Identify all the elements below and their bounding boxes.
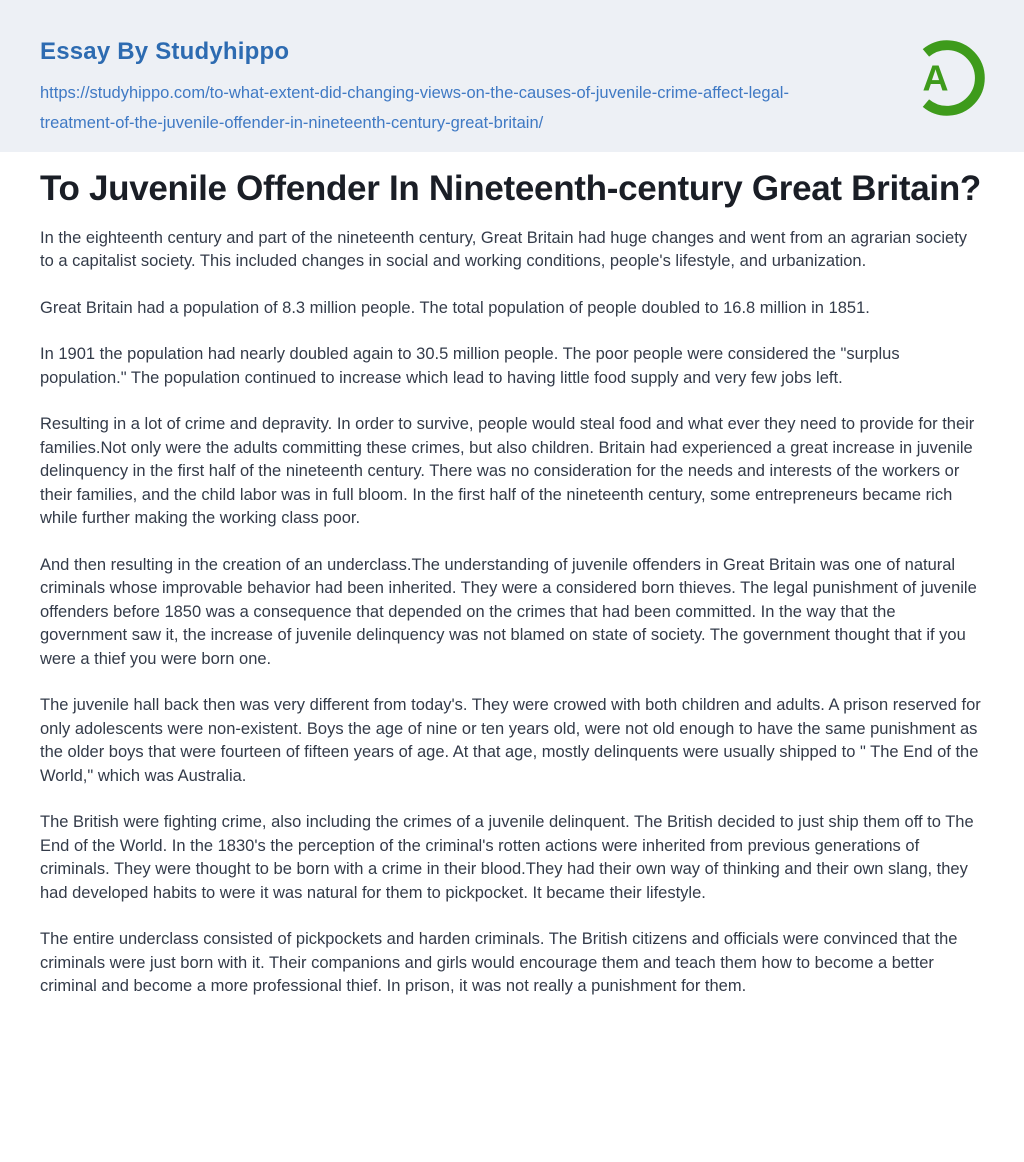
logo-arc-icon <box>906 32 988 124</box>
paragraph: The British were fighting crime, also including the crimes of a juvenile delinquent. The British decided to just ship them off to The End of the World. In the 1830's the perception of the criminal's rotten actions were inherited from previous generations of criminals. They were thought to be born with a crime in their blood.They had their own way of thinking and their own slang, they had developed habits to were it was natural for them to pickpocket. It became their lifestyle. <box>40 813 974 902</box>
paragraph: Great Britain had a population of 8.3 million people. The total population of people doubled to 16.8 million in 1851. <box>40 298 870 317</box>
paragraph: The juvenile hall back then was very different from today's. They were crowed with both children and adults. A prison reserved for only adolescents were non-existent. Boys the age of nine or ten years old, were not old enough to have the same punishment as the older boys that were fourteen of fifteen years of age. At that age, mostly delinquents were usually shipped to " The End of the World," which was Australia. <box>40 696 981 785</box>
studyhippo-logo-icon <box>906 32 988 124</box>
article-body <box>40 227 984 999</box>
logo-letter: A <box>922 57 949 99</box>
paragraph: In 1901 the population had nearly doubled again to 30.5 million people. The poor people were considered the "surplus population." The population continued to increase which lead to having little food supply and very few jobs left. <box>40 345 900 387</box>
paragraph: Resulting in a lot of crime and depravity. In order to survive, people would steal food and what ever they need to provide for their families.Not only were the adults committing these crimes, but also children. Britain had experienced a great increase in juvenile delinquency in the first half of the nineteenth century. There was no consideration for the needs and interests of the workers or their families, and the child labor was in full bloom. In the first half of the nineteenth century, some entrepreneurs became rich while further making the working class poor. <box>40 415 975 528</box>
paragraph: In the eighteenth century and part of the nineteenth century, Great Britain had huge changes and went from an agrarian society to a capitalist society. This included changes in social and working conditions, people's lifestyle, and urbanization. <box>40 228 968 271</box>
paragraph: The entire underclass consisted of pickpockets and harden criminals. The British citizens and officials were convinced that the criminals were just born with it. Their companions and girls would encourage them and teach them how to become a better criminal and become a more professional thief. In prison, it was not really a punishment for them. <box>40 930 958 996</box>
page-header <box>0 0 1024 152</box>
header-text-block <box>40 38 835 138</box>
article <box>0 168 1024 999</box>
paragraph: And then resulting in the creation of an underclass.The understanding of juvenile offenders in Great Britain was one of natural criminals whose improvable behavior had been inherited. They were a considered born thieves. The legal punishment of juvenile offenders before 1850 was a consequence that depended on the crimes that had been committed. In the way that the government saw it, the increase of juvenile delinquency was not blamed on state of society. The government thought that if you were a thief you were born one. <box>40 555 977 668</box>
article-title: To Juvenile Offender In Nineteenth-century Great Britain? <box>40 169 982 208</box>
site-label: Essay By Studyhippo <box>40 38 290 65</box>
source-url-link[interactable]: https://studyhippo.com/to-what-extent-did-changing-views-on-the-causes-of-juvenile-crime-affect-legal-treatment-of-the-juvenile-offender-in-nineteenth-century-great-britain/ <box>40 84 789 132</box>
